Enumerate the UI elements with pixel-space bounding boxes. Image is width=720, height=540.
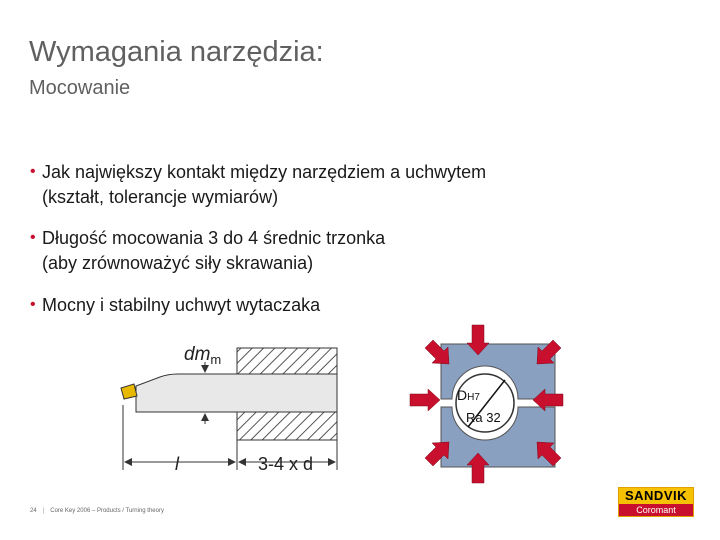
l-label: l — [175, 454, 179, 474]
bullet-text: Długość mocowania 3 do 4 średnic trzonka — [42, 228, 386, 248]
bullet-dot: • — [30, 296, 36, 313]
boring-bar — [136, 374, 337, 412]
slide-footer: 24 | Core Key 2006 – Products / Turning theory — [30, 508, 164, 514]
bullet-text: Mocny i stabilny uchwyt wytaczaka — [42, 295, 321, 315]
bullet-text-detail: (kształt, tolerancje wymiarów) — [42, 187, 279, 207]
page-number: 24 — [30, 508, 37, 514]
bore-label: DH7 — [457, 387, 480, 403]
bullet-text: Jak największy kontakt między narzędziem a uchwytem — [42, 162, 487, 182]
bullet-dot: • — [30, 229, 36, 246]
d-label: $dm_m$ — [184, 344, 222, 367]
cutting-insert — [121, 384, 137, 399]
sandvik-logo — [618, 487, 694, 517]
logo-sub: Coromant — [619, 504, 693, 516]
holder-lower-hatch — [237, 408, 337, 440]
force-arrow-left — [410, 389, 440, 411]
logo-brand: SANDVIK — [619, 488, 693, 504]
footer-text: Core Key 2006 – Products / Turning theory — [50, 508, 164, 514]
bullet-text-detail: (aby zrównoważyć siły skrawania) — [42, 253, 314, 273]
slide-title: Wymagania narzędzia: — [29, 36, 324, 68]
finish-label: Ra 32 — [466, 410, 501, 425]
boring-bar-diagram — [121, 344, 337, 474]
bullet-dot: • — [30, 163, 36, 180]
clamp-block-diagram — [410, 325, 563, 483]
slide-subtitle: Mocowanie — [29, 77, 131, 99]
length-label: 3-4 x d — [258, 454, 314, 474]
